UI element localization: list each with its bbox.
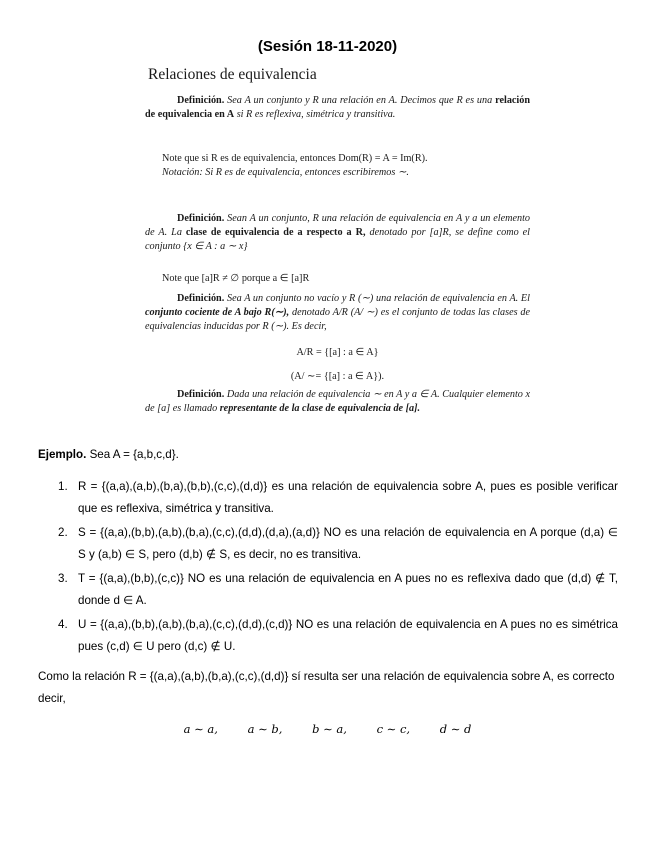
definition-equivalence-class	[145, 212, 530, 254]
definition-label: Definición.	[177, 213, 225, 224]
definition-equivalence-relation	[145, 94, 530, 122]
note-domain-image: Note que si R es de equivalencia, entonces Dom(R) = A = Im(R).	[162, 153, 428, 164]
definition-text: Sea A un conjunto y R una relación en A. Decimos que R es una	[227, 95, 493, 106]
definition-bold-term: representante de la clase de equivalencia de [a].	[219, 403, 421, 414]
relation-term: d ∼ d	[439, 722, 472, 736]
definition-text: Sean A un conjunto, R una relación de equivalencia en A y a un elemento de A. La	[145, 213, 531, 238]
example-intro	[38, 444, 618, 466]
item-text: T = {(a,a),(b,b),(c,c)} NO es una relación de equivalencia en A pues no es reflexiva dado que (d,d) ∉ T, donde d ∈ A.	[78, 572, 618, 607]
definition-text: si R es reflexiva, simétrica y transitiva.	[236, 109, 396, 120]
relation-term: a ∼ b,	[247, 722, 283, 736]
equivalence-relations-line	[0, 722, 655, 736]
item-number: 1.	[58, 480, 68, 493]
definition-representative	[145, 388, 530, 416]
relation-term: b ∼ a,	[312, 722, 347, 736]
item-text: R = {(a,a),(a,b),(b,a),(b,b),(c,c),(d,d)} es una relación de equivalencia sobre A, pues es posible verificar que es reflexiva, simétrica y transitiva.	[78, 480, 618, 515]
definition-label: Definición.	[177, 95, 225, 106]
definition-label: Definición.	[177, 389, 225, 400]
definition-text: denotado A/R (A/ ∼) es el conjunto de todas las clases de equivalencias inducidas por R (∼). Es decir,	[145, 307, 531, 332]
relation-term: a ∼ a,	[183, 722, 218, 736]
item-text: S = {(a,a),(b,b),(a,b),(b,a),(c,c),(d,d),(d,a),(a,d)} NO es una relación de equivalencia en A porque (d,a) ∈ S y (a,b) ∈ S, pero (d,b) ∉ S, es decir, no es transitiva.	[78, 526, 618, 561]
item-number: 2.	[58, 526, 68, 539]
list-item	[38, 522, 618, 566]
item-number: 4.	[58, 618, 68, 631]
example-conclusion: Como la relación R = {(a,a),(a,b),(b,a),(c,c),(d,d)} sí resulta ser una relación de equivalencia sobre A, es correcto decir,	[38, 670, 615, 705]
example-label: Ejemplo.	[38, 448, 87, 461]
definition-text: Sea A un conjunto no vacío y R (∼) una relación de equivalencia en A. El	[226, 293, 530, 304]
definition-text: Dada una relación de equivalencia ∼ en A y a ∈ A. Cualquier elemento x de [a] es llamado	[145, 389, 531, 414]
formula-quotient: A/R = {[a] : a ∈ A}	[296, 347, 379, 358]
definition-text: denotado por [a]R, se define como el conjunto {x ∈ A : a ∼ x}	[145, 227, 531, 252]
definition-bold-term: conjunto cociente de A bajo R(∼),	[145, 307, 290, 318]
item-text: U = {(a,a),(b,b),(a,b),(b,a),(c,c),(d,d),(c,d)} NO es una relación de equivalencia en A pues no es simétrica pues (c,d) ∈ U pero (d,c) ∉ U.	[78, 618, 618, 653]
session-title: (Sesión 18-11-2020)	[257, 38, 398, 55]
definition-bold-term: clase de equivalencia de a respecto a R,	[185, 227, 366, 238]
relation-term: c ∼ c,	[376, 722, 411, 736]
note-nonempty-class: Note que [a]R ≠ ∅ porque a ∈ [a]R	[162, 273, 310, 284]
note-notation: Notación: Si R es de equivalencia, entonces escribiremos ∼.	[162, 167, 409, 178]
example-set: Sea A = {a,b,c,d}.	[89, 448, 179, 461]
example-list	[38, 476, 618, 660]
list-item	[38, 568, 618, 612]
section-heading: Relaciones de equivalencia	[148, 66, 317, 83]
definition-label: Definición.	[177, 293, 225, 304]
formula-quotient-alt: (A/ ∼= {[a] : a ∈ A}).	[290, 371, 385, 382]
definition-quotient-set	[145, 292, 530, 334]
list-item	[38, 614, 618, 658]
item-number: 3.	[58, 572, 68, 585]
list-item	[38, 476, 618, 520]
definition-bold-term: relación de equivalencia en A	[145, 95, 531, 120]
